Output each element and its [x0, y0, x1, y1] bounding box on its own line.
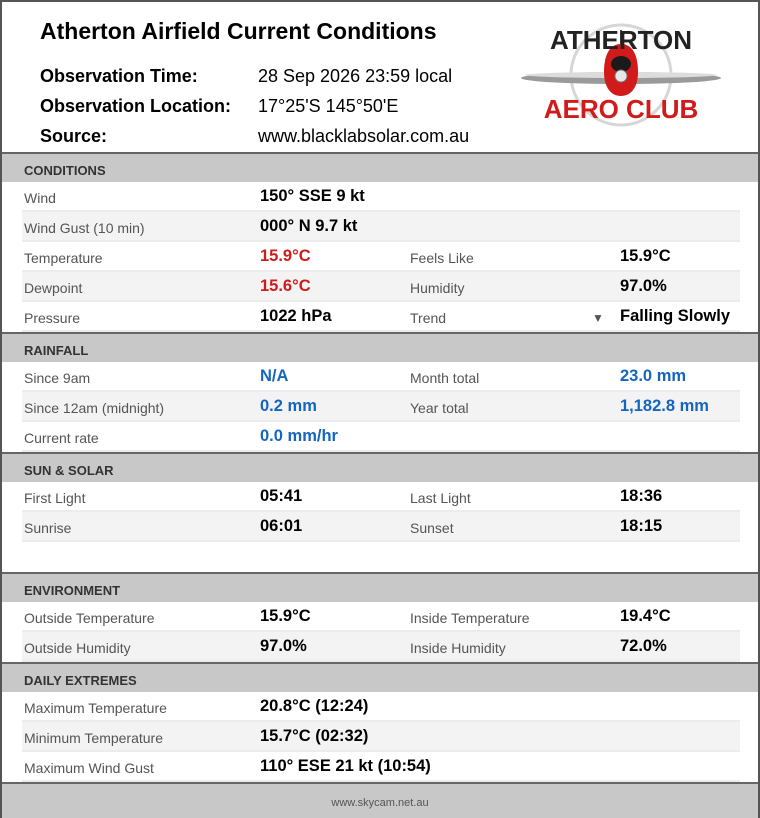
source-label: Source: — [40, 126, 108, 146]
section-environment — [2, 572, 758, 602]
section-sun-solar — [2, 452, 758, 482]
trend-label: Trend — [410, 310, 447, 326]
row-since-midnight — [22, 392, 740, 422]
page-title: Atherton Airfield Current Conditions — [40, 18, 437, 44]
row-wind-gust — [22, 212, 740, 242]
wind-gust-label: Wind Gust (10 min) — [24, 220, 145, 236]
max-temperature-value: 20.8°C (12:24) — [260, 697, 369, 715]
inside-humidity-value: 72.0% — [620, 637, 667, 655]
humidity-value: 97.0% — [620, 277, 667, 295]
source-value: www.blacklabsolar.com.au — [258, 126, 470, 146]
row-temperature — [22, 242, 740, 272]
header — [2, 2, 758, 152]
since-midnight-value: 0.2 mm — [260, 397, 317, 415]
temperature-value: 15.9°C — [260, 247, 311, 265]
row-first-light — [22, 482, 740, 512]
max-wind-gust-value: 110° ESE 21 kt (10:54) — [260, 757, 431, 775]
observation-location-label: Observation Location: — [40, 96, 232, 116]
logo-line-1: ATHERTON — [549, 25, 693, 55]
feels-like-value: 15.9°C — [620, 247, 671, 265]
since-9am-value: N/A — [260, 367, 289, 385]
footer — [2, 782, 758, 818]
last-light-value: 18:36 — [620, 487, 663, 505]
sunset-value: 18:15 — [620, 517, 663, 535]
section-rainfall-heading: RAINFALL — [24, 343, 89, 358]
row-temperatures — [22, 602, 740, 632]
row-dewpoint — [22, 272, 740, 302]
min-temperature-value: 15.7°C (02:32) — [260, 727, 369, 745]
row-current-rate — [22, 422, 740, 452]
row-humidities — [22, 632, 740, 662]
since-midnight-label: Since 12am (midnight) — [24, 400, 165, 416]
year-total-value: 1,182.8 mm — [620, 397, 709, 415]
wind-gust-value: 000° N 9.7 kt — [260, 217, 358, 235]
section-daily-extremes — [2, 662, 758, 692]
inside-temperature-label: Inside Temperature — [410, 610, 530, 626]
aero-club-logo — [514, 20, 728, 132]
trend-down-arrow-icon: ▼ — [592, 311, 604, 325]
month-total-label: Month total — [410, 370, 480, 386]
max-temperature-label: Maximum Temperature — [24, 700, 167, 716]
observation-time-value: 28 Sep 2026 23:59 local — [258, 66, 453, 86]
section-conditions-heading: CONDITIONS — [24, 163, 106, 178]
footer-link[interactable]: www.skycam.net.au — [331, 797, 429, 809]
row-pressure — [22, 302, 740, 332]
sunrise-value: 06:01 — [260, 517, 303, 535]
section-conditions — [2, 152, 758, 182]
row-max-wind-gust — [22, 752, 740, 782]
inside-humidity-label: Inside Humidity — [410, 640, 506, 656]
outside-temperature-label: Outside Temperature — [24, 610, 155, 626]
wind-value: 150° SSE 9 kt — [260, 187, 365, 205]
section-rainfall — [2, 332, 758, 362]
humidity-label: Humidity — [410, 280, 465, 296]
last-light-label: Last Light — [410, 490, 471, 506]
current-rate-value: 0.0 mm/hr — [260, 427, 338, 445]
month-total-value: 23.0 mm — [620, 367, 687, 385]
sunset-label: Sunset — [410, 520, 454, 536]
observation-location-value: 17°25'S 145°50'E — [258, 96, 399, 116]
row-sunrise — [22, 512, 740, 542]
logo-line-2: AERO CLUB — [543, 94, 699, 124]
row-max-temperature — [22, 692, 740, 722]
dewpoint-label: Dewpoint — [24, 280, 83, 296]
section-sun-solar-heading: SUN & SOLAR — [24, 463, 114, 478]
outside-humidity-label: Outside Humidity — [24, 640, 131, 656]
row-min-temperature — [22, 722, 740, 752]
min-temperature-label: Minimum Temperature — [24, 730, 164, 746]
row-wind — [22, 182, 740, 212]
trend-value: Falling Slowly — [620, 307, 731, 325]
section-environment-heading: ENVIRONMENT — [24, 583, 121, 598]
temperature-label: Temperature — [24, 250, 103, 266]
max-wind-gust-label: Maximum Wind Gust — [24, 760, 154, 776]
pressure-label: Pressure — [24, 310, 81, 326]
dewpoint-value: 15.6°C — [260, 277, 311, 295]
outside-humidity-value: 97.0% — [260, 637, 307, 655]
since-9am-label: Since 9am — [24, 370, 91, 386]
first-light-value: 05:41 — [260, 487, 303, 505]
inside-temperature-value: 19.4°C — [620, 607, 671, 625]
outside-temperature-value: 15.9°C — [260, 607, 311, 625]
current-rate-label: Current rate — [24, 430, 99, 446]
wind-label: Wind — [24, 190, 56, 206]
first-light-label: First Light — [24, 490, 86, 506]
sunrise-label: Sunrise — [24, 520, 72, 536]
year-total-label: Year total — [410, 400, 469, 416]
section-daily-extremes-heading: DAILY EXTREMES — [24, 673, 137, 688]
feels-like-label: Feels Like — [410, 250, 474, 266]
row-since-9am — [22, 362, 740, 392]
pressure-value: 1022 hPa — [260, 307, 332, 325]
observation-time-label: Observation Time: — [40, 66, 198, 86]
